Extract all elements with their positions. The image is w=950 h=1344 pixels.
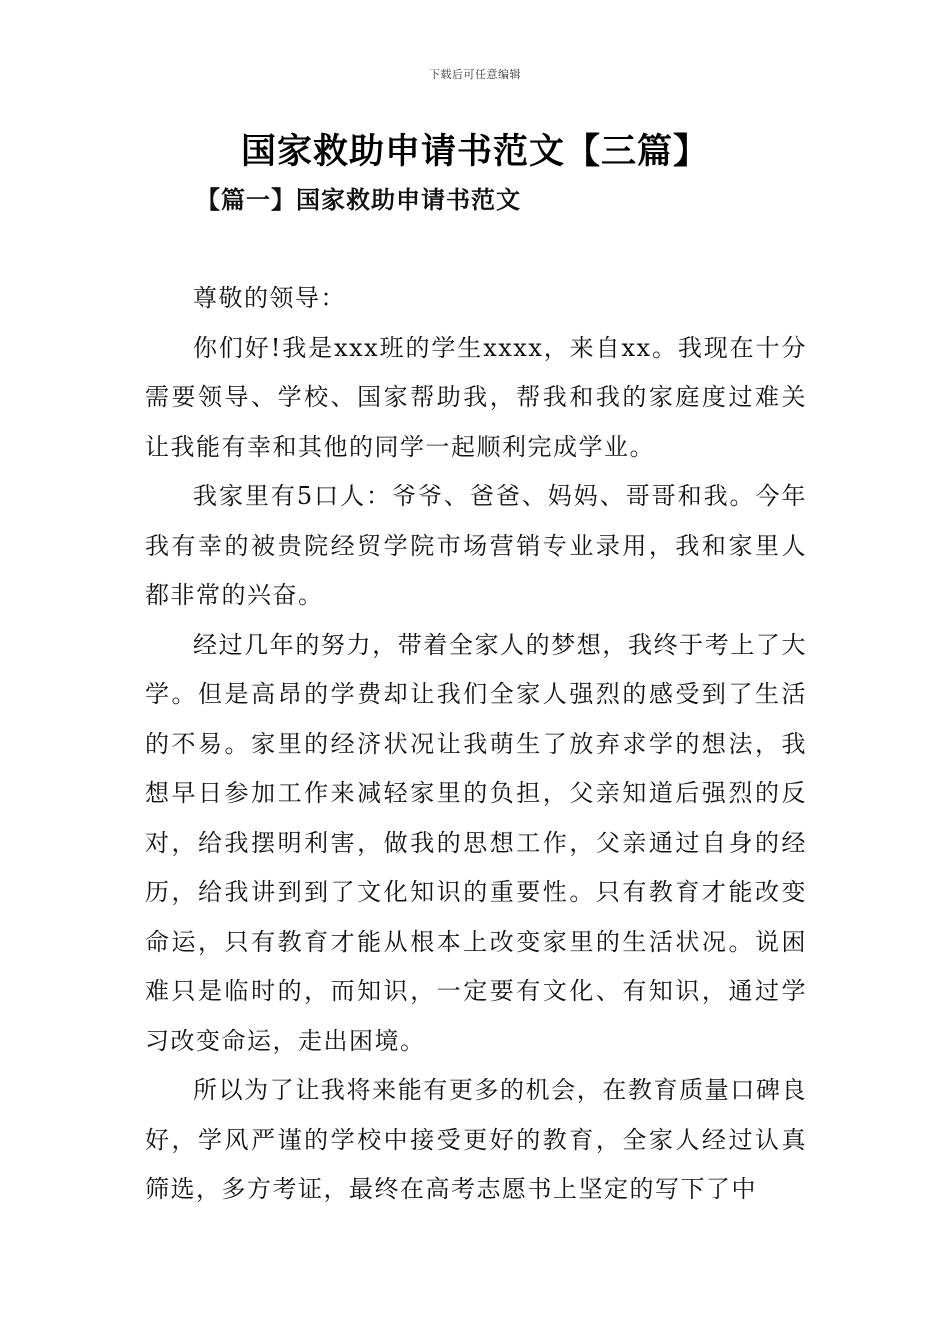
document-body [145, 274, 807, 1215]
salutation: 尊敬的领导： [193, 284, 346, 312]
body-paragraph: 经过几年的努力，带着全家人的梦想，我终于考上了大学。但是高昂的学费却让我们全家人强烈的感受到了生活的不易。家里的经济状况让我萌生了放弃求学的想法，我想早日参加工作来减轻家里的负担，父亲知道后强烈的反对，给我摆明利害，做我的思想工作，父亲通过自身的经历，给我讲到到了文化知识的重要性。只有教育才能改变命运，只有教育才能从根本上改变家里的生活状况。说困难只是临时的，而知识，一定要有文化、有知识，通过学习改变命运，走出困境。 [145, 630, 807, 1055]
body-paragraph: 你们好!我是xxx班的学生xxxx，来自xx。我现在十分需要领导、学校、国家帮助我，帮我和我的家庭度过难关让我能有幸和其他的同学一起顺利完成学业。 [145, 333, 807, 461]
body-paragraph: 所以为了让我将来能有更多的机会，在教育质量口碑良好，学风严谨的学校中接受更好的教育，全家人经过认真筛选，多方考证，最终在高考志愿书上坚定的写下了中 [145, 1076, 807, 1203]
document-title: 国家救助申请书范文【三篇】 [240, 132, 709, 172]
section-heading: 【篇一】国家救助申请书范文 [196, 185, 521, 214]
header-note: 下载后可任意编辑 [429, 68, 521, 81]
body-paragraph: 我家里有5口人：爷爷、爸爸、妈妈、哥哥和我。今年我有幸的被贵院经贸学院市场营销专业录用，我和家里人都非常的兴奋。 [145, 482, 807, 609]
